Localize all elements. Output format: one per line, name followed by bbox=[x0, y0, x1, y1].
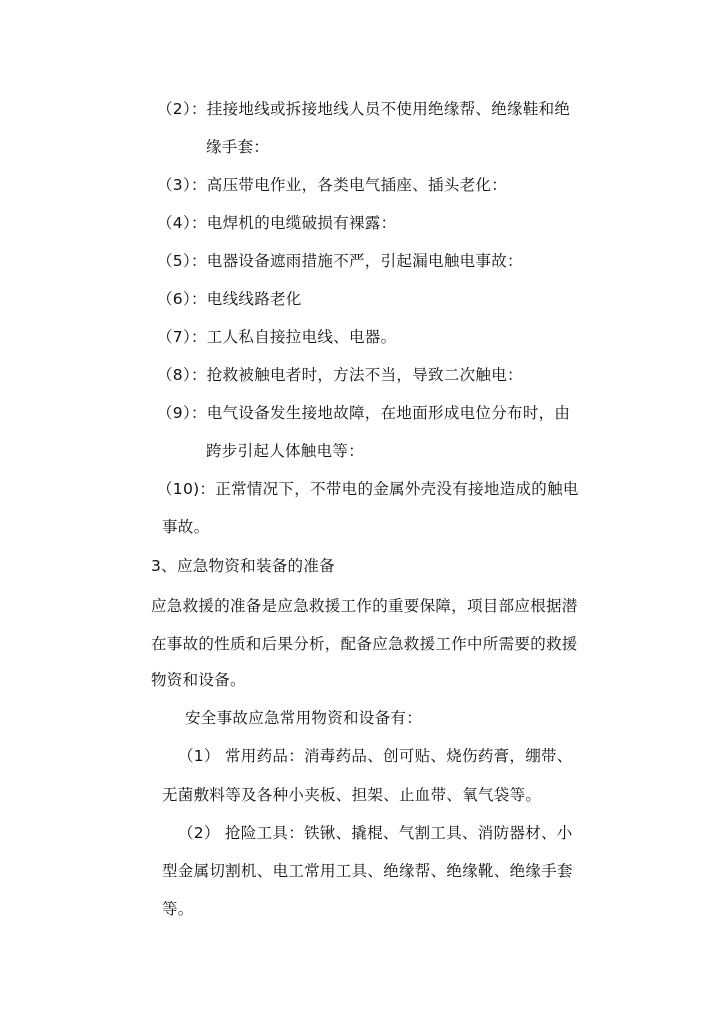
text-line: （7）：工人私自接拉电线、电器。 bbox=[157, 328, 397, 346]
text-line: 事故。 bbox=[162, 518, 210, 536]
text-line: 无菌敷料等及各种小夹板、担架、止血带、氧气袋等。 bbox=[162, 786, 542, 804]
text-line: （8）：抢救被触电者时，方法不当，导致二次触电： bbox=[157, 366, 523, 384]
section-heading: 3、应急物资和装备的准备 bbox=[151, 557, 335, 575]
text-line: 物资和设备。 bbox=[151, 671, 246, 689]
text-line: 缘手套： bbox=[206, 138, 270, 156]
text-line: 型金属切割机、电工常用工具、绝缘帮、绝缘靴、绝缘手套 bbox=[162, 862, 573, 880]
text-line: （9）：电气设备发生接地故障，在地面形成电位分布时，由 bbox=[157, 404, 571, 422]
text-line: （1） 常用药品：消毒药品、创可贴、烧伤药膏，绷带、 bbox=[178, 747, 573, 765]
text-line: （4）：电焊机的电缆破损有裸露： bbox=[157, 214, 397, 232]
text-line: 在事故的性质和后果分析，配备应急救援工作中所需要的救援 bbox=[151, 635, 578, 653]
text-line: 安全事故应急常用物资和设备有： bbox=[185, 709, 423, 727]
text-line: （3）：高压带电作业，各类电气插座、插头老化： bbox=[157, 176, 508, 194]
text-line: （6）：电线线路老化 bbox=[157, 290, 302, 308]
text-line: 应急救援的准备是应急救援工作的重要保障，项目部应根据潜 bbox=[151, 597, 578, 615]
text-line: （5）：电器设备遮雨措施不严，引起漏电触电事故： bbox=[157, 252, 523, 270]
text-line: （10)：正常情况下，不带电的金属外壳没有接地造成的触电 bbox=[157, 480, 579, 498]
text-line: 等。 bbox=[162, 900, 194, 918]
text-line: （2） 抢险工具：铁锹、撬棍、气割工具、消防器材、小 bbox=[178, 824, 573, 842]
text-line: 跨步引起人体触电等： bbox=[206, 442, 365, 460]
text-line: （2）：挂接地线或拆接地线人员不使用绝缘帮、绝缘鞋和绝 bbox=[157, 100, 571, 118]
